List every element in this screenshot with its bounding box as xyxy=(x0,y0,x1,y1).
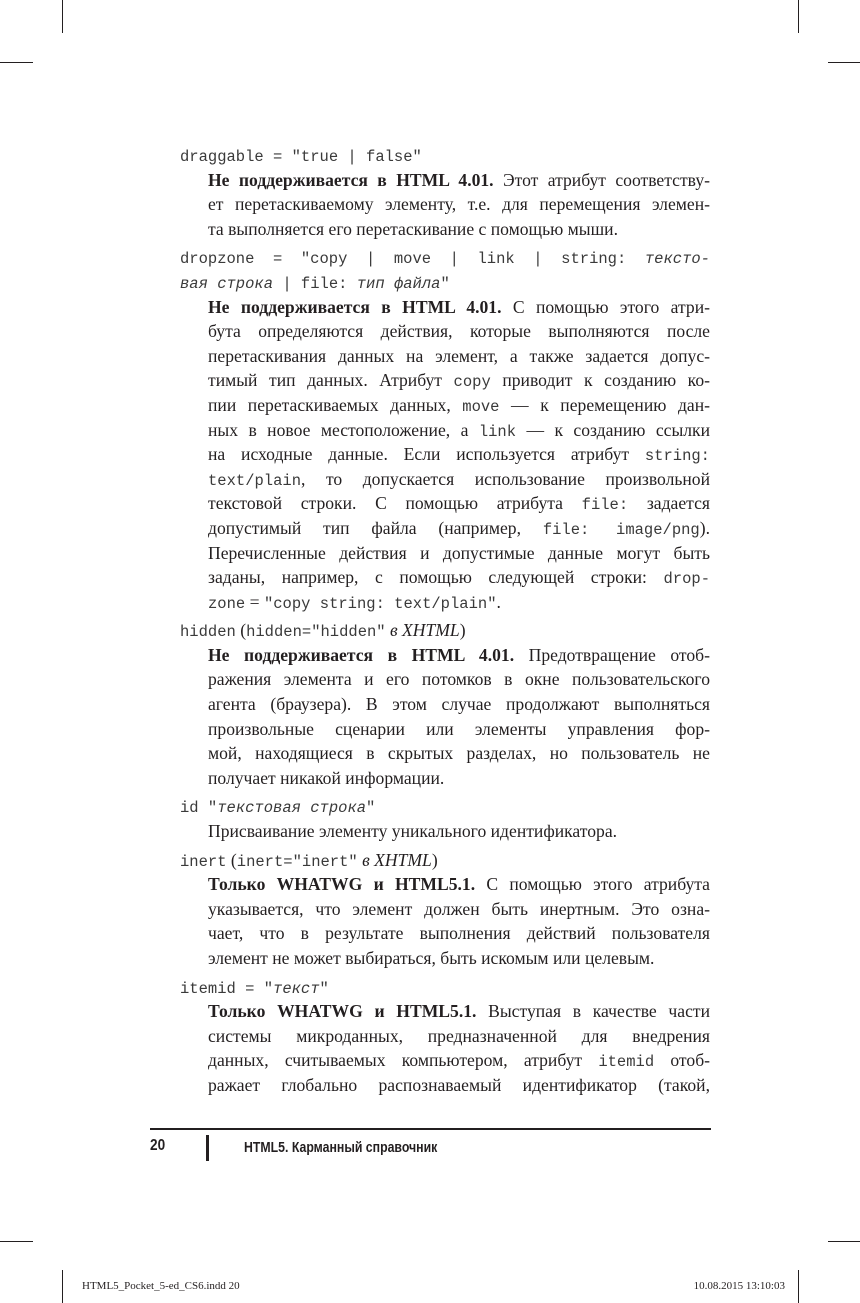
code-text: itemid = " xyxy=(180,979,274,998)
attribute-entry xyxy=(180,975,710,1098)
description-line xyxy=(180,344,710,369)
description-line xyxy=(180,872,710,897)
crop-mark xyxy=(0,62,33,63)
code-text: " xyxy=(366,799,376,818)
crop-mark xyxy=(62,0,63,33)
text-run: на исходные данные. Если используется атрибут xyxy=(208,444,645,465)
text-run: С помощью этого атрибута xyxy=(475,874,710,895)
description-line xyxy=(180,766,710,791)
code-text: тексто- xyxy=(644,250,710,269)
text-run: ражает глобально распознаваемый идентификатор (такой, xyxy=(208,1074,710,1095)
text-run: заданы, например, с помощью следующей строки: xyxy=(208,567,664,588)
text-run: Предотвращение отоб- xyxy=(514,644,710,665)
text-run: пии перетаскиваемых данных, xyxy=(208,394,463,415)
text-run: произвольные сценарии или элементы управления фор- xyxy=(208,718,710,739)
slug-filename: HTML5_Pocket_5-ed_CS6.indd 20 xyxy=(82,1280,240,1292)
support-note: Только WHATWG и HTML5.1. xyxy=(208,874,476,895)
code-text: file: image/png xyxy=(542,520,700,539)
description-line xyxy=(180,565,710,590)
description-line xyxy=(180,442,710,467)
description-line xyxy=(180,692,710,717)
description-line xyxy=(180,467,710,492)
crop-mark xyxy=(828,1241,860,1242)
description-line xyxy=(180,590,710,615)
text-run: получает никакой информации. xyxy=(208,767,445,788)
slug-datetime: 10.08.2015 13:10:03 xyxy=(693,1280,785,1292)
code-text: string: xyxy=(644,447,710,466)
description-line xyxy=(180,819,710,844)
text-run: ных в новое местоположение, а xyxy=(208,419,479,440)
code-text: link xyxy=(478,422,517,441)
text-run: тимый тип данных. Атрибут xyxy=(208,370,454,391)
text-run: системы микроданных, предназначенной для внедрения xyxy=(208,1025,710,1046)
text-run: допустимый тип файла (например, xyxy=(208,517,543,538)
code-text: drop- xyxy=(663,570,710,589)
text-run: в XHTML xyxy=(385,620,460,641)
code-text: copy xyxy=(453,373,491,392)
text-run: Перечисленные действия и допустимые данные могут быть xyxy=(208,542,710,563)
description-line xyxy=(180,516,710,541)
attribute-entry xyxy=(180,618,710,790)
text-run: та выполняется его перетаскивание с помощью мыши. xyxy=(208,218,618,239)
code-text: вая строка xyxy=(180,274,274,293)
code-text: id " xyxy=(180,799,218,818)
text-run: приводит к созданию ко- xyxy=(490,370,710,391)
text-run: отоб- xyxy=(654,1050,710,1071)
text-run: — к созданию ссылки xyxy=(516,419,710,440)
text-run: ( xyxy=(226,849,237,870)
crop-mark xyxy=(798,1270,799,1303)
description-line xyxy=(180,491,710,516)
footer-divider xyxy=(206,1135,209,1161)
text-run: чает, что в результате выполнения действий пользователя xyxy=(208,923,710,944)
text-run: — к перемещению дан- xyxy=(499,394,710,415)
code-text: draggable = "true | false" xyxy=(180,148,422,166)
text-run: Выступая в качестве части xyxy=(476,1001,710,1022)
text-run: задается xyxy=(628,493,710,514)
description-line xyxy=(180,921,710,946)
description-line xyxy=(180,717,710,742)
code-text: zone xyxy=(208,594,246,613)
description-line xyxy=(180,946,710,971)
text-run: Присваивание элементу уникального идентификатора. xyxy=(208,821,618,842)
code-text: " xyxy=(319,979,329,998)
attribute-signature-line xyxy=(180,143,710,168)
code-text: text/plain xyxy=(208,471,302,490)
code-text: текстовая строка xyxy=(217,799,367,818)
footer-rule xyxy=(150,1128,711,1130)
text-run: агента (браузера). В этом случае продолжают выполняться xyxy=(208,694,710,715)
description-line xyxy=(180,319,710,344)
text-run: ) xyxy=(431,849,438,870)
attribute-signature-line xyxy=(180,848,710,873)
code-text: inert xyxy=(180,852,227,871)
text-run: мой, находящиеся в скрытых разделах, но пользователь не xyxy=(208,743,710,764)
text-run: ) xyxy=(459,620,466,641)
crop-mark xyxy=(798,0,799,33)
attribute-signature-line xyxy=(180,975,710,1000)
code-text: itemid xyxy=(598,1053,655,1072)
page-body xyxy=(180,143,710,1098)
text-run: данных, считываемых компьютером, атрибут xyxy=(208,1050,599,1071)
code-text: тип файла xyxy=(356,274,441,293)
text-run: С помощью этого атри- xyxy=(501,296,710,317)
code-text: dropzone = "copy | move | link | string: xyxy=(180,250,645,269)
attribute-entry xyxy=(180,245,710,614)
crop-mark xyxy=(828,62,860,63)
support-note: Только WHATWG и HTML5.1. xyxy=(208,1001,477,1022)
text-run: , то допускается использование произвольной xyxy=(301,468,710,489)
description-line xyxy=(180,217,710,242)
text-run: . xyxy=(496,591,501,612)
running-footer-title: HTML5. Карманный справочник xyxy=(244,1139,438,1156)
support-note: Не поддерживается в HTML 4.01. xyxy=(208,644,515,665)
code-text: inert="inert" xyxy=(236,852,358,871)
description-line xyxy=(180,643,710,668)
code-text: file: xyxy=(581,496,629,515)
code-text: move xyxy=(462,397,500,416)
description-line xyxy=(180,667,710,692)
code-text: hidden="hidden" xyxy=(246,623,386,642)
text-run: в XHTML xyxy=(357,849,432,870)
attribute-signature-line xyxy=(180,270,710,295)
text-run: перетаскивания данных на элемент, а также задается допус- xyxy=(208,345,710,366)
description-line xyxy=(180,1024,710,1049)
description-line xyxy=(180,295,710,320)
description-line xyxy=(180,192,710,217)
code-text: | file: xyxy=(273,274,357,293)
attribute-signature-line xyxy=(180,794,710,819)
attribute-signature-line xyxy=(180,245,710,270)
description-line xyxy=(180,741,710,766)
text-run: ). xyxy=(699,517,710,538)
code-text: " xyxy=(440,274,450,293)
crop-mark xyxy=(62,1270,63,1303)
text-run: = xyxy=(245,591,264,612)
crop-mark xyxy=(0,1241,33,1242)
attribute-entry xyxy=(180,794,710,843)
description-line xyxy=(180,393,710,418)
attribute-entry xyxy=(180,848,710,971)
attribute-signature-line xyxy=(180,618,710,643)
text-run: Этот атрибут соответству- xyxy=(493,169,710,190)
code-text: текст xyxy=(273,979,320,998)
description-line xyxy=(180,1048,710,1073)
page-number: 20 xyxy=(150,1137,166,1154)
text-run: ( xyxy=(235,620,247,641)
support-note: Не поддерживается в HTML 4.01. xyxy=(208,169,494,190)
description-line xyxy=(180,168,710,193)
description-line xyxy=(180,368,710,393)
description-line xyxy=(180,418,710,443)
description-line xyxy=(180,999,710,1024)
text-run: бута определяются действия, которые выполняются после xyxy=(208,321,710,342)
support-note: Не поддерживается в HTML 4.01. xyxy=(208,296,502,317)
text-run: элемент не может выбираться, быть искомым или целевым. xyxy=(208,948,655,968)
description-line xyxy=(180,897,710,922)
text-run: ет перетаскиваемому элементу, т.е. для перемещения элемен- xyxy=(208,194,710,215)
attribute-entry xyxy=(180,143,710,241)
code-text: hidden xyxy=(180,623,236,642)
text-run: ражения элемента и его потомков в окне пользовательского xyxy=(208,669,710,690)
description-line xyxy=(180,1073,710,1098)
description-line xyxy=(180,541,710,566)
code-text: "copy string: text/plain" xyxy=(263,594,497,613)
text-run: указывается, что элемент должен быть инертным. Это озна- xyxy=(208,898,710,919)
text-run: текстовой строки. С помощью атрибута xyxy=(208,493,582,514)
